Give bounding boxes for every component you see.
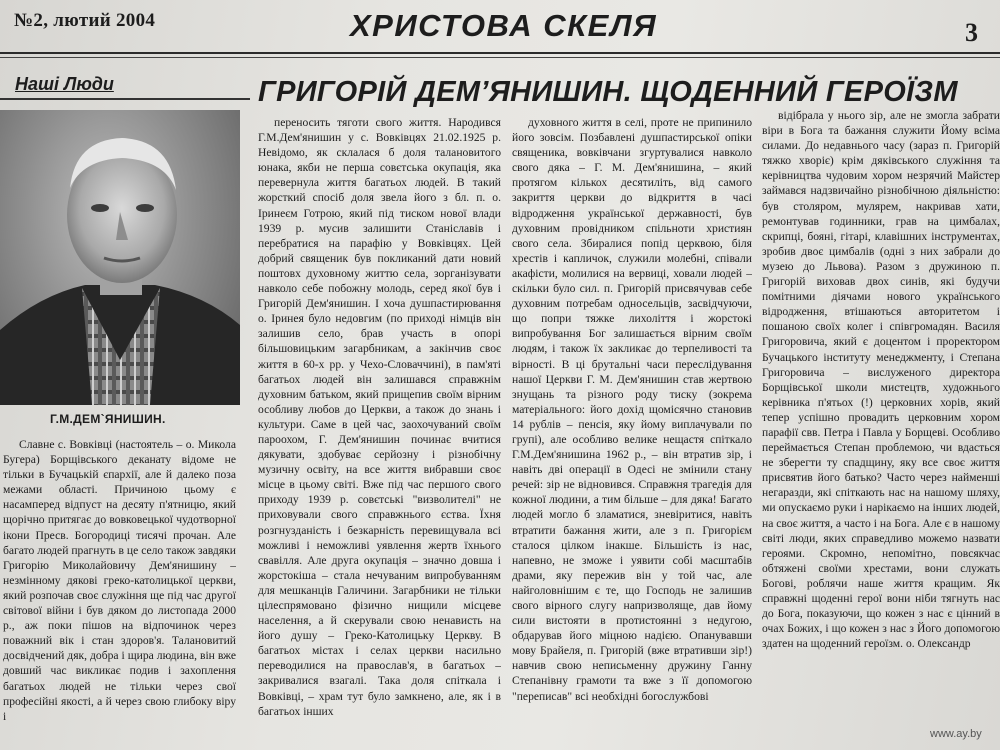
page-number: 3 <box>965 18 978 47</box>
column-2-text: переносить тяготи свого життя. Народився Г.М.Дем'янишин у с. Вовківцях 21.02.1925 р. Невідомо, як склалася б доля талановитого юнака, якби не перша совєтська окупація, яка перевернула життя багатьох людей. В такий жорсткий спосіб доля звела його з бл. п. о. Іринеєм Готрою, який під тиском нової влади 1939 р. мусив залишити Станіславів і перебратися на парафію у Вовківцях. Цей добрий священик був покликаний дати новий поштовх духовному життю села, зорганізувати навколо себе побожну молодь, серед якої був і Григорій Дем'янишин. І хоча душпастирювання о. Іринея було недовгим (по приході німців він залишив село, брав участь в опорі більшовицьким загарбникам, а закінчив своє життя в 60-х рр. у Чехо-Словаччині), в пам'яті багатьох людей він залишався справжнім духовним батьком, який прищепив своїм вірним особливу любов до Церкви, а також до знань і культури. Саме в цей час, заохочуваний своїм пароохом, Г. Дем'янишин починає вчитися дякувати, здобуває серйозну і різнобічну музичну освіту, на все життя вибравши своє місце в цьому світі. Вже під час першого свого приходу 1939 р. совєтські "визволителі" не приховували свого справжнього єства. Їхня розгнузданість і безкарність перевищувала всі можливі і неможливі уявлення жертв їхнього свавілля. Але друга окупація – значно довша і жорстокіша – стала нечуваним випробуванням для мешканців Галичини. Загарбники не тільки цілеспрямовано фізично нищили місцеве населення, а й скерували свою ненависть на його душу – Греко-Католицьку Церкву. В багатьох містах і селах церкви насильно переводилися на православ'я, в багатьох – закривалися взагалі. Така доля спіткала і Вовківці, – храм тут було замкнено, але, як і в багатьох інших <box>258 116 501 718</box>
portrait-illustration <box>0 110 240 405</box>
portrait-photo <box>0 110 240 405</box>
newspaper-masthead: ХРИСТОВА СКЕЛЯ <box>350 8 658 43</box>
article-headline: ГРИГОРІЙ ДЕМ’ЯНИШИН. ЩОДЕННИЙ ГЕРОЇЗМ <box>258 76 958 108</box>
header-rule <box>0 52 1000 54</box>
issue-date: №2, лютий 2004 <box>14 10 156 31</box>
watermark: www.ay.by <box>930 728 982 740</box>
text-column-3 <box>512 115 752 750</box>
text-column-1 <box>3 437 236 750</box>
text-column-4 <box>762 108 1000 750</box>
column-1-text: Славне с. Вовківці (настоятель – о. Микола Бугера) Борщівського деканату відоме не тільки в Бучацькій єпархії, але й далеко поза межами області. Причиною цьому є насамперед відпуст на десяту п'ятницю, який щорічно притягає до вовковецької чудотворної ікони Пресв. Богородиці тисячі прочан. Але багато людей прагнуть в це село також завдяки Григорію Миколайовичу Дем'янишину – незмінному дякові греко-католицької церкви, який розпочав своє служіння ще під час другої світової війни і був дяком до листопада 2000 р., аж поки пішов на відпочинок через поважний вік і стан здоров'я. Талановитий досвідчений дяк, добра і щира людина, він вже довший час викликає подив і захоплення багатьох людей не тільки через свої професійні якості, а й через свою глибоку віру і <box>3 438 236 723</box>
column-4-text: відібрала у нього зір, але не змогла забрати віри в Бога та бажання служити Йому всіма силами. До недавнього часу (зараз п. Григорій тяжко хворіє) крім дяківського служіння та керівництва чудовим хором незрячий Майстер займався надзвичайно різнобічною діяльністю: був столяром, мулярем, накривав хати, ремонтував годинники, грав на цимбалах, скрипці, бояні, гітарі, клавішних інструментах, зробив двоє цимбалів (одні з них забрали до музею до Львова). Разом з дружиною п. Григорій виховав двох синів, які будучи помітними діячами нового українського відродження, втішаються авторитетом і пошаною своїх колег і співгромадян. Василя Григоровича, який є доцентом і проректором Бучацького інституту менеджменту, і Степана Григоровича – вислуженого директора Борщівської школи мистецтв, художнього керівника п'ятьох (!) церковних хорів, який тепер успішно провадить церковним хором парафії свв. Петра і Павла у Борщеві. Особливо переймається Степан проблемою, чи вдасться не зберегти ту спадщину, яку все своє життя присвятив його батько? Часто через найменші негаразди, які спіткають нас на нашому шляху, ми опускаємо руки і нарікаємо на інших людей, на своє життя, а часто і на Бога. Але є в нашому світі люди, яких справедливо можемо назвати героями. Скромно, непомітно, повсякчас обтяжені своїми хрестами, вони служать Богові, роблячи наше життя кращим. Як справжні щоденні герої вони ніби тягнуть нас до Бога, показуючи, що кожен з нас є цінний в очах Божих, і що кожен з нас з Його допомогою здатен на щоденний героїзм. о. Олександр <box>762 109 1000 651</box>
header-rule-thin <box>0 57 1000 58</box>
section-label: Наші Люди <box>15 74 114 94</box>
photo-caption: Г.М.ДЕМ`ЯНИШИН. <box>50 412 166 426</box>
text-column-2 <box>258 115 501 750</box>
column-3-text: духовного життя в селі, проте не припинило його зовсім. Позбавлені душпастирської опіки священика, вовківчани згуртувалися навколо свого дяка – Г. М. Дем'янишина, – який протягом кількох десятиліть, від самого закриття церкви до відкриття в часі відродження української державності, був духовним провідником спільноти християн свого села. Збиралися попід церквою, біля хрестів і капличок, служили молебні, співали акафісти, молилися на вервиці, ховали людей – скільки було сил. п. Григорій присвячував себе духовним потребам односельців, засвідчуючи, що попри тяжке лихоліття і жорстокі випробування Бог залишається вірним своїм людям, і також їх закликає до терпеливості та вірності. В ці брутальні часи переслідування нашої Церкви Г. М. Дем'янишин став жертвою знущань та різного роду тиску (зокрема матеріального: його дохід щомісячно становив 14 рублів – пенсія, яку йому виплачували по групі), але особливо велике нещастя спіткало Г.М.Дем'янишина 1962 р., – він втратив зір, і навіть дві операції в Одесі не змінили стану речей: зір не відновився. Справжня трагедія для кожної людини, а тим більше – для дяка! Багато людей могло б зламатися, зневіритися, навіть втратити бажання жити, але з п. Григорієм сталося цілком інакше. Більшість із нас, напевно, не зможе і уявити собі масштабів драми, яку пережив він у той час, але найголовнішим є те, що Господь не залишив свого вірного слугу напризволяще, дав йому сили вистояти в протистоянні з недугою, обдарував його міцною надією. Опанувавши мову Брайеля, п. Григорій (вже втративши зір!) навчив свою неписьменну дружину Ганну Степанівну грамоти та вже з її допомогою "переписав" всі необхідні богослужбові <box>512 116 752 703</box>
section-rule <box>0 98 250 100</box>
